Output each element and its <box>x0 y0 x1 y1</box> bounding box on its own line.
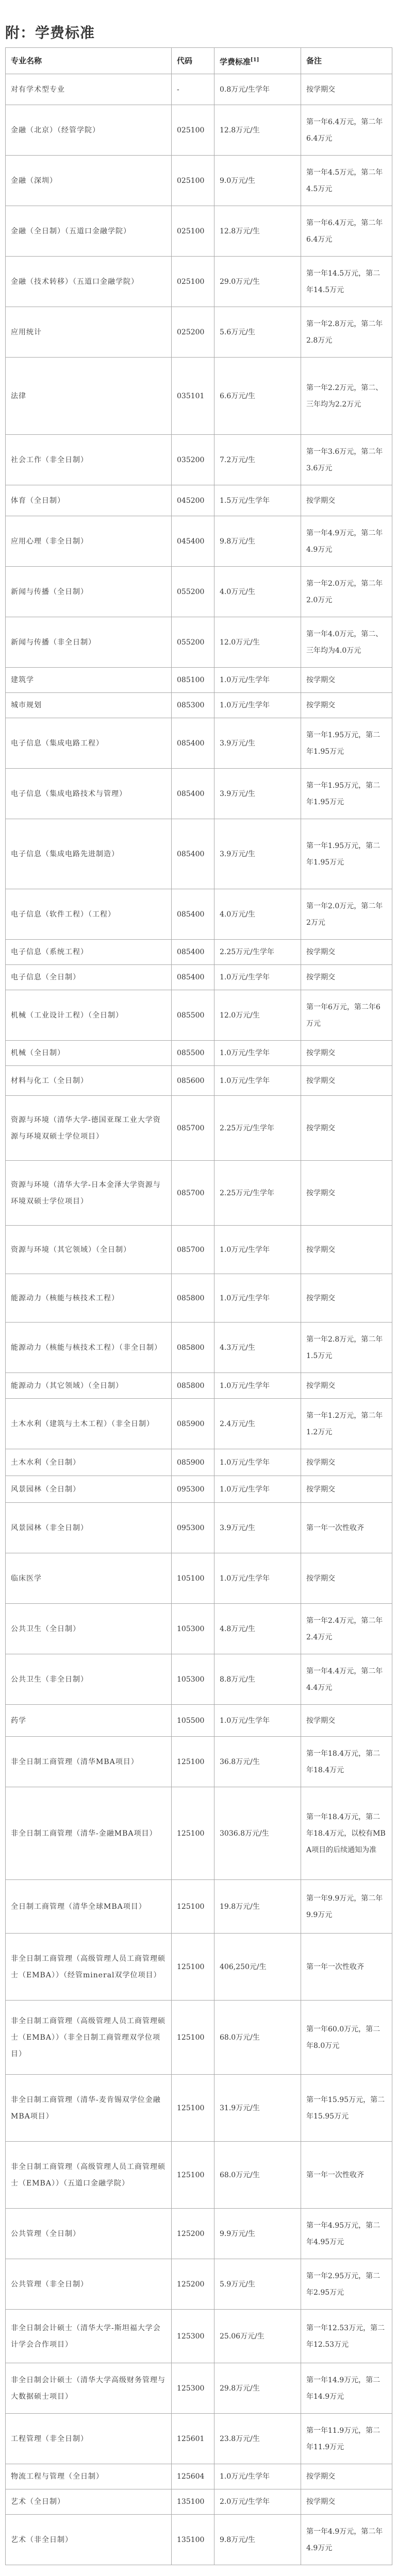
cell-name: 资源与环境（清华大学-德国亚琛工业大学资源与环境双硕士学位项目） <box>6 1096 172 1161</box>
cell-remark: 按学期交 <box>301 1274 392 1323</box>
cell-fee: 1.0万元/生学年 <box>214 2464 301 2489</box>
cell-remark: 第一年60.0万元，第二年8.0万元 <box>301 2001 392 2075</box>
cell-remark: 按学期交 <box>301 1449 392 1476</box>
table-row <box>6 435 392 485</box>
cell-fee: 31.9万元/生 <box>214 2075 301 2142</box>
cell-remark: 第一年4.95万元，第二年4.95万元 <box>301 2209 392 2259</box>
cell-name: 社会工作（非全日制） <box>6 435 172 485</box>
cell-code: 085400 <box>172 940 214 965</box>
cell-name: 公共管理（非全日制） <box>6 2259 172 2310</box>
cell-remark: 第一年一次性收齐 <box>301 2142 392 2209</box>
cell-code: 135100 <box>172 2489 214 2515</box>
cell-name: 非全日制工商管理（高级管理人员工商管理硕士（EMBA））（五道口金融学院） <box>6 2142 172 2209</box>
cell-remark: 按学期交 <box>301 965 392 990</box>
cell-fee: 1.5万元/生学年 <box>214 485 301 516</box>
cell-name: 资源与环境（清华大学-日本金泽大学资源与环境双硕士学位项目） <box>6 1161 172 1226</box>
cell-code: 135100 <box>172 2515 214 2565</box>
cell-fee: 68.0万元/生 <box>214 2142 301 2209</box>
cell-code: 125100 <box>172 2001 214 2075</box>
cell-name: 法律 <box>6 358 172 435</box>
cell-code: 105500 <box>172 1705 214 1737</box>
cell-fee: 1.0万元/生学年 <box>214 1066 301 1096</box>
cell-code: 125300 <box>172 2363 214 2414</box>
cell-code: 125200 <box>172 2209 214 2259</box>
table-row <box>6 990 392 1041</box>
cell-fee: 2.0万元/生学年 <box>214 2489 301 2515</box>
cell-fee: 4.0万元/生 <box>214 889 301 940</box>
cell-code: - <box>172 74 214 105</box>
cell-remark: 第一年2.95万元，第二年2.95万元 <box>301 2259 392 2310</box>
cell-fee: 1.0万元/生学年 <box>214 693 301 718</box>
cell-fee: 0.8万元/生学年 <box>214 74 301 105</box>
table-row <box>6 358 392 435</box>
cell-remark: 第一年2.0万元，第二年2万元 <box>301 889 392 940</box>
cell-remark: 第一年4.9万元，第二年4.9万元 <box>301 516 392 567</box>
table-row <box>6 2414 392 2464</box>
table-row <box>6 1274 392 1323</box>
cell-code: 125604 <box>172 2464 214 2489</box>
table-row <box>6 1654 392 1705</box>
cell-remark: 第一年6万元，第二年6万元 <box>301 990 392 1041</box>
cell-fee: 8.8万元/生 <box>214 1654 301 1705</box>
cell-code: 025100 <box>172 105 214 156</box>
cell-name: 公共卫生（全日制） <box>6 1604 172 1654</box>
header-fee <box>214 48 301 74</box>
cell-name: 金融（深圳） <box>6 156 172 206</box>
cell-remark: 第一年14.9万元，第二年14.9万元 <box>301 2363 392 2414</box>
header-remark: 备注 <box>301 48 392 74</box>
table-row <box>6 769 392 819</box>
cell-name: 机械（全日制） <box>6 1041 172 1066</box>
cell-fee: 9.9万元/生 <box>214 2209 301 2259</box>
cell-remark: 第一年一次性收齐 <box>301 1934 392 2001</box>
cell-fee: 19.8万元/生 <box>214 1880 301 1934</box>
cell-fee: 4.3万元/生 <box>214 1323 301 1373</box>
cell-name: 电子信息（集成电路技术与管理） <box>6 769 172 819</box>
cell-code: 085500 <box>172 1041 214 1066</box>
cell-remark: 第一年6.4万元，第二年6.4万元 <box>301 105 392 156</box>
cell-code: 085700 <box>172 1226 214 1274</box>
cell-code: 025100 <box>172 156 214 206</box>
cell-fee: 2.25万元/生学年 <box>214 1096 301 1161</box>
cell-fee: 3.9万元/生 <box>214 819 301 889</box>
cell-name: 公共管理（全日制） <box>6 2209 172 2259</box>
cell-name: 体育（全日制） <box>6 485 172 516</box>
cell-remark: 第一年18.4万元，第二年18.4万元，以校有MBA项目的后续通知为准 <box>301 1787 392 1880</box>
table-row <box>6 1705 392 1737</box>
table-row <box>6 2209 392 2259</box>
cell-remark: 第一年14.5万元，第二年14.5万元 <box>301 257 392 307</box>
cell-remark: 第一年4.5万元，第二年4.5万元 <box>301 156 392 206</box>
cell-name: 土木水利（全日制） <box>6 1449 172 1476</box>
cell-code: 055200 <box>172 567 214 617</box>
cell-fee: 1.0万元/生学年 <box>214 1449 301 1476</box>
cell-code: 085400 <box>172 965 214 990</box>
cell-remark: 第一年4.4万元，第二年4.4万元 <box>301 1654 392 1705</box>
table-row <box>6 567 392 617</box>
cell-code: 085800 <box>172 1323 214 1373</box>
cell-name: 风景园林（非全日制） <box>6 1503 172 1553</box>
cell-name: 建筑学 <box>6 668 172 693</box>
cell-name: 金融（全日制）（五道口金融学院） <box>6 206 172 257</box>
cell-fee: 12.8万元/生 <box>214 105 301 156</box>
table-row <box>6 257 392 307</box>
cell-remark: 第一年1.95万元，第二年1.95万元 <box>301 718 392 769</box>
table-row <box>6 1041 392 1066</box>
cell-remark: 按学期交 <box>301 940 392 965</box>
table-row <box>6 1096 392 1161</box>
table-row <box>6 516 392 567</box>
table-row <box>6 2363 392 2414</box>
cell-remark: 第一年2.2万元，第二、三年均为2.2万元 <box>301 358 392 435</box>
table-row <box>6 1373 392 1399</box>
cell-code: 085900 <box>172 1449 214 1476</box>
cell-fee: 4.0万元/生 <box>214 567 301 617</box>
cell-remark: 按学期交 <box>301 668 392 693</box>
cell-code: 045200 <box>172 485 214 516</box>
cell-name: 电子信息（集成电路工程） <box>6 718 172 769</box>
cell-fee: 12.0万元/生 <box>214 990 301 1041</box>
cell-code: 085400 <box>172 819 214 889</box>
cell-name: 能源动力（核能与核技术工程）（非全日制） <box>6 1323 172 1373</box>
cell-fee: 1.0万元/生学年 <box>214 1705 301 1737</box>
cell-code: 125300 <box>172 2310 214 2363</box>
cell-code: 035101 <box>172 358 214 435</box>
cell-remark: 按学期交 <box>301 1705 392 1737</box>
table-row <box>6 1323 392 1373</box>
table-row <box>6 2075 392 2142</box>
cell-remark: 按学期交 <box>301 693 392 718</box>
cell-remark: 按学期交 <box>301 2464 392 2489</box>
cell-remark: 第一年1.2万元，第二年1.2万元 <box>301 1399 392 1449</box>
cell-fee: 12.0万元/生 <box>214 617 301 668</box>
table-row <box>6 965 392 990</box>
header-name: 专业名称 <box>6 48 172 74</box>
cell-remark: 按学期交 <box>301 1553 392 1604</box>
cell-fee: 9.8万元/生 <box>214 516 301 567</box>
cell-code: 085800 <box>172 1373 214 1399</box>
cell-code: 025100 <box>172 257 214 307</box>
cell-remark: 第一年2.8万元，第二年1.5万元 <box>301 1323 392 1373</box>
cell-fee: 9.8万元/生 <box>214 2515 301 2565</box>
cell-name: 资源与环境（其它领域）（全日制） <box>6 1226 172 1274</box>
cell-name: 公共卫生（非全日制） <box>6 1654 172 1705</box>
cell-fee: 4.8万元/生 <box>214 1604 301 1654</box>
header-fee-label: 学费标准 <box>220 57 251 66</box>
cell-code: 085300 <box>172 693 214 718</box>
table-row <box>6 206 392 257</box>
cell-name: 非全日制工商管理（高级管理人员工商管理硕士（EMBA））（经管mineral双学位项目） <box>6 1934 172 2001</box>
table-row <box>6 2310 392 2363</box>
table-row <box>6 1553 392 1604</box>
cell-name: 电子信息（软件工程）（工程） <box>6 889 172 940</box>
cell-name: 新闻与传播（全日制） <box>6 567 172 617</box>
table-row <box>6 1476 392 1503</box>
cell-fee: 1.0万元/生学年 <box>214 1476 301 1503</box>
cell-fee: 36.8万元/生 <box>214 1737 301 1787</box>
fee-table <box>5 47 392 2565</box>
table-row <box>6 617 392 668</box>
cell-code: 095300 <box>172 1476 214 1503</box>
cell-fee: 29.8万元/生 <box>214 2363 301 2414</box>
cell-remark: 按学期交 <box>301 1226 392 1274</box>
table-row <box>6 1161 392 1226</box>
table-row <box>6 819 392 889</box>
table-row <box>6 1449 392 1476</box>
cell-fee: 12.8万元/生 <box>214 206 301 257</box>
table-row <box>6 1880 392 1934</box>
cell-remark: 第一年2.4万元，第二年2.4万元 <box>301 1604 392 1654</box>
table-row <box>6 307 392 358</box>
cell-code: 085400 <box>172 889 214 940</box>
cell-name: 金融（北京）（经管学院） <box>6 105 172 156</box>
cell-fee: 5.6万元/生 <box>214 307 301 358</box>
cell-fee: 1.0万元/生学年 <box>214 1373 301 1399</box>
cell-remark: 第一年1.95万元，第二年1.95万元 <box>301 769 392 819</box>
table-row <box>6 105 392 156</box>
table-row <box>6 2515 392 2565</box>
table-row <box>6 1737 392 1787</box>
table-row <box>6 485 392 516</box>
cell-remark: 第一年18.4万元，第二年18.4万元 <box>301 1737 392 1787</box>
cell-name: 非全日制工商管理（清华-金融MBA项目） <box>6 1787 172 1880</box>
table-row <box>6 1066 392 1096</box>
table-row <box>6 74 392 105</box>
table-row <box>6 668 392 693</box>
cell-name: 应用统计 <box>6 307 172 358</box>
cell-code: 025100 <box>172 206 214 257</box>
cell-fee: 6.6万元/生 <box>214 358 301 435</box>
cell-name: 非全日制会计硕士（清华大学高级财务管理与大数据硕士项目） <box>6 2363 172 2414</box>
table-row <box>6 889 392 940</box>
cell-fee: 2.4万元/生 <box>214 1399 301 1449</box>
cell-remark: 按学期交 <box>301 1041 392 1066</box>
cell-name: 机械（工业设计工程）（全日制） <box>6 990 172 1041</box>
cell-fee: 7.2万元/生 <box>214 435 301 485</box>
cell-code: 085100 <box>172 668 214 693</box>
cell-fee: 29.0万元/生 <box>214 257 301 307</box>
cell-remark: 第一年4.0万元，第二、三年均为4.0万元 <box>301 617 392 668</box>
cell-name: 风景园林（全日制） <box>6 1476 172 1503</box>
cell-fee: 3.9万元/生 <box>214 718 301 769</box>
table-row <box>6 718 392 769</box>
cell-remark: 第一年3.6万元，第二年3.6万元 <box>301 435 392 485</box>
cell-fee: 23.8万元/生 <box>214 2414 301 2464</box>
cell-code: 025200 <box>172 307 214 358</box>
cell-remark: 第一年12.53万元，第二年12.53万元 <box>301 2310 392 2363</box>
cell-remark: 第一年一次性收齐 <box>301 1503 392 1553</box>
cell-remark: 第一年6.4万元，第二年6.4万元 <box>301 206 392 257</box>
cell-code: 125100 <box>172 2075 214 2142</box>
cell-fee: 3.9万元/生 <box>214 1503 301 1553</box>
cell-code: 105300 <box>172 1604 214 1654</box>
cell-name: 非全日制工商管理（清华MBA项目） <box>6 1737 172 1787</box>
cell-code: 125100 <box>172 1880 214 1934</box>
cell-code: 085600 <box>172 1066 214 1096</box>
cell-name: 临床医学 <box>6 1553 172 1604</box>
cell-remark: 按学期交 <box>301 485 392 516</box>
table-row <box>6 156 392 206</box>
cell-fee: 5.9万元/生 <box>214 2259 301 2310</box>
cell-name: 电子信息（系统工程） <box>6 940 172 965</box>
cell-fee: 2.25万元/生学年 <box>214 940 301 965</box>
cell-code: 085700 <box>172 1096 214 1161</box>
cell-name: 艺术（全日制） <box>6 2489 172 2515</box>
cell-fee: 2.25万元/生学年 <box>214 1161 301 1226</box>
cell-code: 105100 <box>172 1553 214 1604</box>
cell-fee: 1.0万元/生学年 <box>214 1226 301 1274</box>
cell-name: 全日制工商管理（清华全球MBA项目） <box>6 1880 172 1934</box>
cell-fee: 25.06万元/生 <box>214 2310 301 2363</box>
cell-code: 085400 <box>172 718 214 769</box>
fee-table-body <box>6 74 392 2565</box>
header-code: 代码 <box>172 48 214 74</box>
cell-name: 非全日制工商管理（清华-麦肯锡双学位金融MBA项目） <box>6 2075 172 2142</box>
cell-name: 新闻与传播（非全日制） <box>6 617 172 668</box>
cell-code: 105300 <box>172 1654 214 1705</box>
cell-fee: 1.0万元/生学年 <box>214 1041 301 1066</box>
cell-name: 城市规划 <box>6 693 172 718</box>
cell-remark: 按学期交 <box>301 74 392 105</box>
cell-code: 045400 <box>172 516 214 567</box>
cell-code: 125601 <box>172 2414 214 2464</box>
cell-fee: 1.0万元/生学年 <box>214 1553 301 1604</box>
cell-fee: 68.0万元/生 <box>214 2001 301 2075</box>
cell-fee: 3.9万元/生 <box>214 769 301 819</box>
cell-remark: 第一年1.95万元，第二年1.95万元 <box>301 819 392 889</box>
page-title: 附：学费标准 <box>5 24 95 41</box>
cell-remark: 按学期交 <box>301 1096 392 1161</box>
cell-remark: 按学期交 <box>301 1476 392 1503</box>
table-row <box>6 1604 392 1654</box>
cell-remark: 第一年2.0万元，第二年2.0万元 <box>301 567 392 617</box>
cell-remark: 第一年9.9万元，第二年9.9万元 <box>301 1880 392 1934</box>
cell-fee: 406,250元/生 <box>214 1934 301 2001</box>
cell-code: 085500 <box>172 990 214 1041</box>
cell-name: 对有学术型专业 <box>6 74 172 105</box>
table-row <box>6 2142 392 2209</box>
cell-fee: 1.0万元/生学年 <box>214 668 301 693</box>
cell-code: 035200 <box>172 435 214 485</box>
cell-code: 125200 <box>172 2259 214 2310</box>
cell-fee: 1.0万元/生学年 <box>214 965 301 990</box>
cell-remark: 第一年4.9万元，第二年4.9万元 <box>301 2515 392 2565</box>
cell-name: 非全日制会计硕士（清华大学-斯坦福大学会计学会合作项目） <box>6 2310 172 2363</box>
cell-fee: 1.0万元/生学年 <box>214 1274 301 1323</box>
cell-name: 金融（技术转移）（五道口金融学院） <box>6 257 172 307</box>
cell-remark: 按学期交 <box>301 2489 392 2515</box>
table-header-row <box>6 48 392 74</box>
cell-remark: 按学期交 <box>301 1066 392 1096</box>
cell-remark: 按学期交 <box>301 1373 392 1399</box>
table-row <box>6 1787 392 1880</box>
table-row <box>6 1503 392 1553</box>
table-row <box>6 2489 392 2515</box>
cell-name: 非全日制工商管理（高级管理人员工商管理硕士（EMBA））（非全日制工商管理双学位项目） <box>6 2001 172 2075</box>
table-row <box>6 2259 392 2310</box>
table-row <box>6 693 392 718</box>
cell-name: 能源动力（其它领域）（全日制） <box>6 1373 172 1399</box>
cell-code: 085400 <box>172 769 214 819</box>
cell-name: 物流工程与管理（全日制） <box>6 2464 172 2489</box>
cell-code: 125100 <box>172 1934 214 2001</box>
cell-remark: 第一年15.95万元，第二年15.95万元 <box>301 2075 392 2142</box>
cell-name: 艺术（非全日制） <box>6 2515 172 2565</box>
cell-code: 055200 <box>172 617 214 668</box>
header-fee-note: [1] <box>251 57 259 63</box>
table-row <box>6 2001 392 2075</box>
cell-fee: 9.0万元/生 <box>214 156 301 206</box>
cell-remark: 按学期交 <box>301 1161 392 1226</box>
cell-code: 085900 <box>172 1399 214 1449</box>
cell-fee: 3036.8万元/生 <box>214 1787 301 1880</box>
cell-code: 125100 <box>172 2142 214 2209</box>
cell-name: 土木水利（建筑与土木工程）（非全日制） <box>6 1399 172 1449</box>
table-row <box>6 1934 392 2001</box>
cell-remark: 第一年11.9万元，第二年11.9万元 <box>301 2414 392 2464</box>
cell-name: 工程管理（非全日制） <box>6 2414 172 2464</box>
table-row <box>6 1399 392 1449</box>
cell-name: 材料与化工（全日制） <box>6 1066 172 1096</box>
cell-name: 应用心理（非全日制） <box>6 516 172 567</box>
cell-name: 电子信息（集成电路先进制造） <box>6 819 172 889</box>
table-row <box>6 2464 392 2489</box>
cell-remark: 第一年2.8万元，第二年2.8万元 <box>301 307 392 358</box>
cell-name: 能源动力（核能与核技术工程） <box>6 1274 172 1323</box>
cell-code: 085700 <box>172 1161 214 1226</box>
table-row <box>6 940 392 965</box>
cell-name: 电子信息（全日制） <box>6 965 172 990</box>
cell-code: 125100 <box>172 1787 214 1880</box>
table-row <box>6 1226 392 1274</box>
cell-code: 125100 <box>172 1737 214 1787</box>
cell-code: 085800 <box>172 1274 214 1323</box>
cell-code: 095300 <box>172 1503 214 1553</box>
cell-name: 药学 <box>6 1705 172 1737</box>
